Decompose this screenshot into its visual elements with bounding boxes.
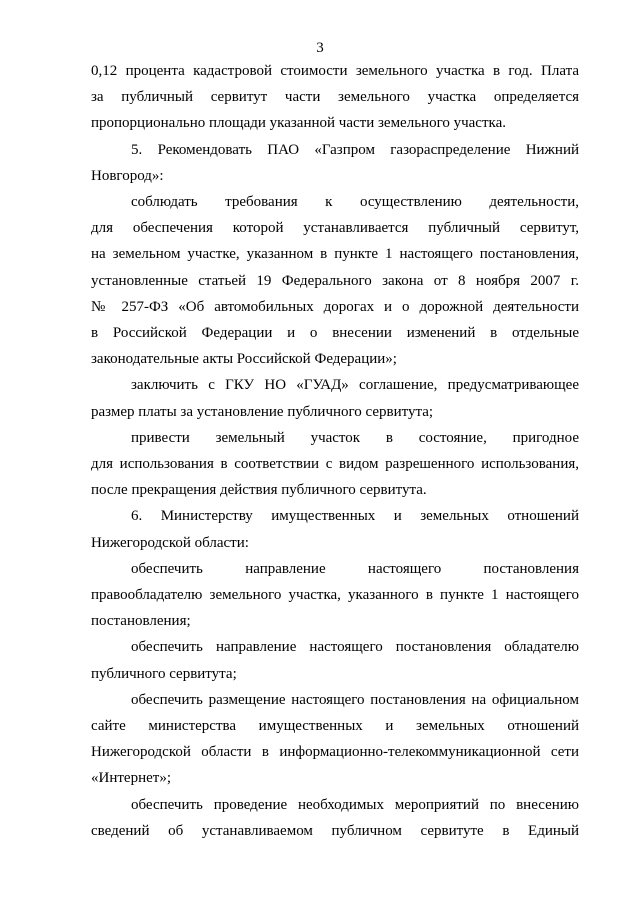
text-line: 5. Рекомендовать ПАО «Газпром газораспределение Нижний xyxy=(131,141,579,158)
text-line: пропорционально площади указанной части земельного участка. xyxy=(91,115,506,132)
paragraph-send-to-holder xyxy=(91,634,579,686)
text-line: правообладателю земельного участка, указанного в пункте 1 настоящего xyxy=(91,587,579,604)
text-line: № 257-ФЗ «Об автомобильных дорогах и о дорожной деятельности xyxy=(91,298,579,315)
text-line: для обеспечения которой устанавливается публичный сервитут, xyxy=(91,220,579,237)
text-line: сайте министерства имущественных и земельных отношений xyxy=(91,718,579,735)
paragraph-publish-online xyxy=(91,687,579,792)
text-line: постановления; xyxy=(91,613,191,630)
paragraph-comply-requirements xyxy=(91,189,579,372)
paragraph-item-6 xyxy=(91,503,579,555)
paragraph-restore-land xyxy=(91,425,579,504)
paragraph-register-entry xyxy=(91,792,579,844)
text-line: соблюдать требования к осуществлению деятельности, xyxy=(131,194,579,211)
text-line: в Российской Федерации и о внесении изменений в отдельные xyxy=(91,325,579,342)
text-line: заключить с ГКУ НО «ГУАД» соглашение, предусматривающее xyxy=(131,377,579,394)
text-line: Новгород»: xyxy=(91,167,164,184)
text-line: обеспечить размещение настоящего постановления на официальном xyxy=(131,691,579,708)
text-line: 6. Министерству имущественных и земельных отношений xyxy=(131,508,579,525)
text-line: обеспечить проведение необходимых мероприятий по внесению xyxy=(131,796,579,813)
document-body xyxy=(91,58,579,844)
text-line: Нижегородской области в информационно-телекоммуникационной сети xyxy=(91,744,579,761)
text-line: обеспечить направление настоящего постановления обладателю xyxy=(131,639,579,656)
text-line: для использования в соответствии с видом разрешенного использования, xyxy=(91,456,579,473)
text-line: за публичный сервитут части земельного участка определяется xyxy=(91,89,579,106)
paragraph-send-to-owner xyxy=(91,556,579,635)
paragraph-conclude-agreement xyxy=(91,372,579,424)
paragraph-fee-calculation xyxy=(91,58,579,137)
text-line: «Интернет»; xyxy=(91,770,171,787)
text-line: публичного сервитута; xyxy=(91,665,237,682)
text-line: размер платы за установление публичного сервитута; xyxy=(91,403,434,420)
text-line: после прекращения действия публичного сервитута. xyxy=(91,482,427,499)
text-line: законодательные акты Российской Федерации»; xyxy=(91,351,397,368)
paragraph-item-5 xyxy=(91,137,579,189)
text-line: на земельном участке, указанном в пункте 1 настоящего постановления, xyxy=(91,246,579,263)
text-line: привести земельный участок в состояние, пригодное xyxy=(131,429,579,446)
text-line: Нижегородской области: xyxy=(91,534,249,551)
text-line: установленные статьей 19 Федерального закона от 8 ноября 2007 г. xyxy=(91,272,579,289)
page-number: 3 xyxy=(316,40,324,56)
text-line: обеспечить направление настоящего постановления xyxy=(131,560,579,577)
text-line: сведений об устанавливаемом публичном сервитуте в Единый xyxy=(91,822,579,839)
text-line: 0,12 процента кадастровой стоимости земельного участка в год. Плата xyxy=(91,63,579,79)
